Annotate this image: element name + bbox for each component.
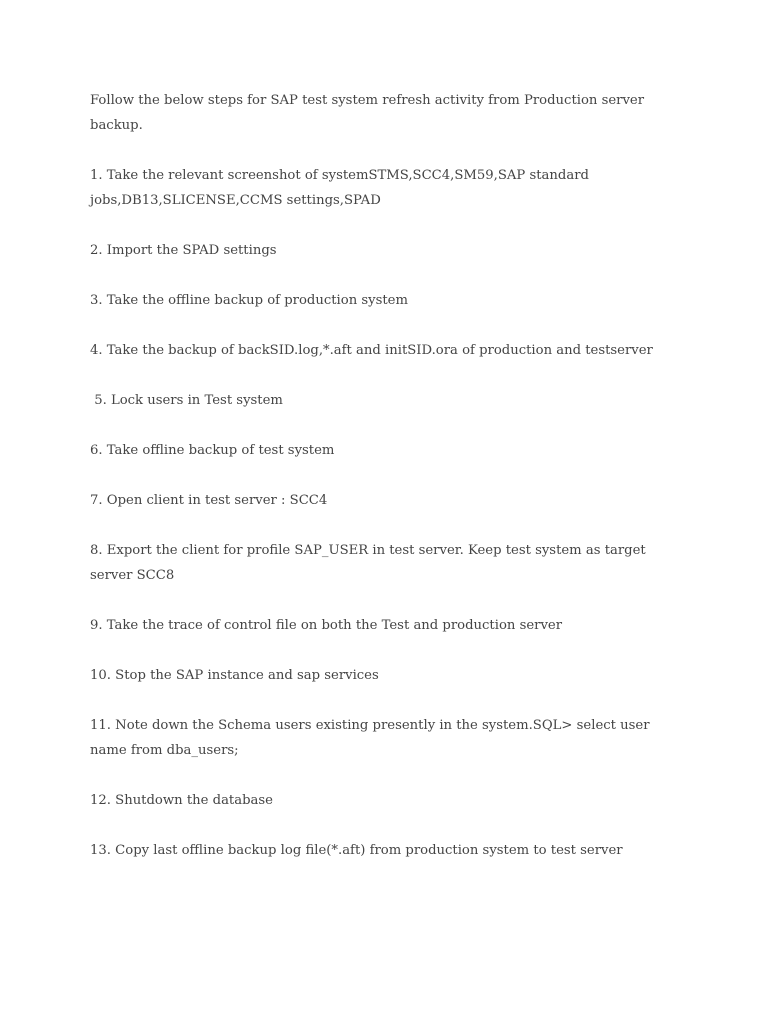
step-5: 5. Lock users in Test system <box>90 393 283 408</box>
step-1: 1. Take the relevant screenshot of systemSTMS,SCC4,SM59,SAP standard jobs,DB13,SLICENSE,CCMS settings,SPAD <box>90 168 594 208</box>
step-9: 9. Take the trace of control file on both the Test and production server <box>90 618 563 633</box>
step-8: 8. Export the client for profile SAP_USER in test server. Keep test system as target server SCC8 <box>90 543 650 583</box>
step-11: 11. Note down the Schema users existing presently in the system.SQL> select user name from dba_users; <box>90 718 654 758</box>
document-body <box>90 88 690 863</box>
step-12: 12. Shutdown the database <box>90 793 273 808</box>
intro-paragraph: Follow the below steps for SAP test system refresh activity from Production server backup. <box>90 93 649 133</box>
step-10: 10. Stop the SAP instance and sap services <box>90 668 379 683</box>
step-13: 13. Copy last offline backup log file(*.aft) from production system to test server <box>90 843 623 858</box>
step-7: 7. Open client in test server : SCC4 <box>90 493 328 508</box>
step-6: 6. Take offline backup of test system <box>90 443 335 458</box>
step-4: 4. Take the backup of backSID.log,*.aft and initSID.ora of production and testserver <box>90 343 653 358</box>
step-3: 3. Take the offline backup of production system <box>90 293 408 308</box>
step-2: 2. Import the SPAD settings <box>90 243 277 258</box>
